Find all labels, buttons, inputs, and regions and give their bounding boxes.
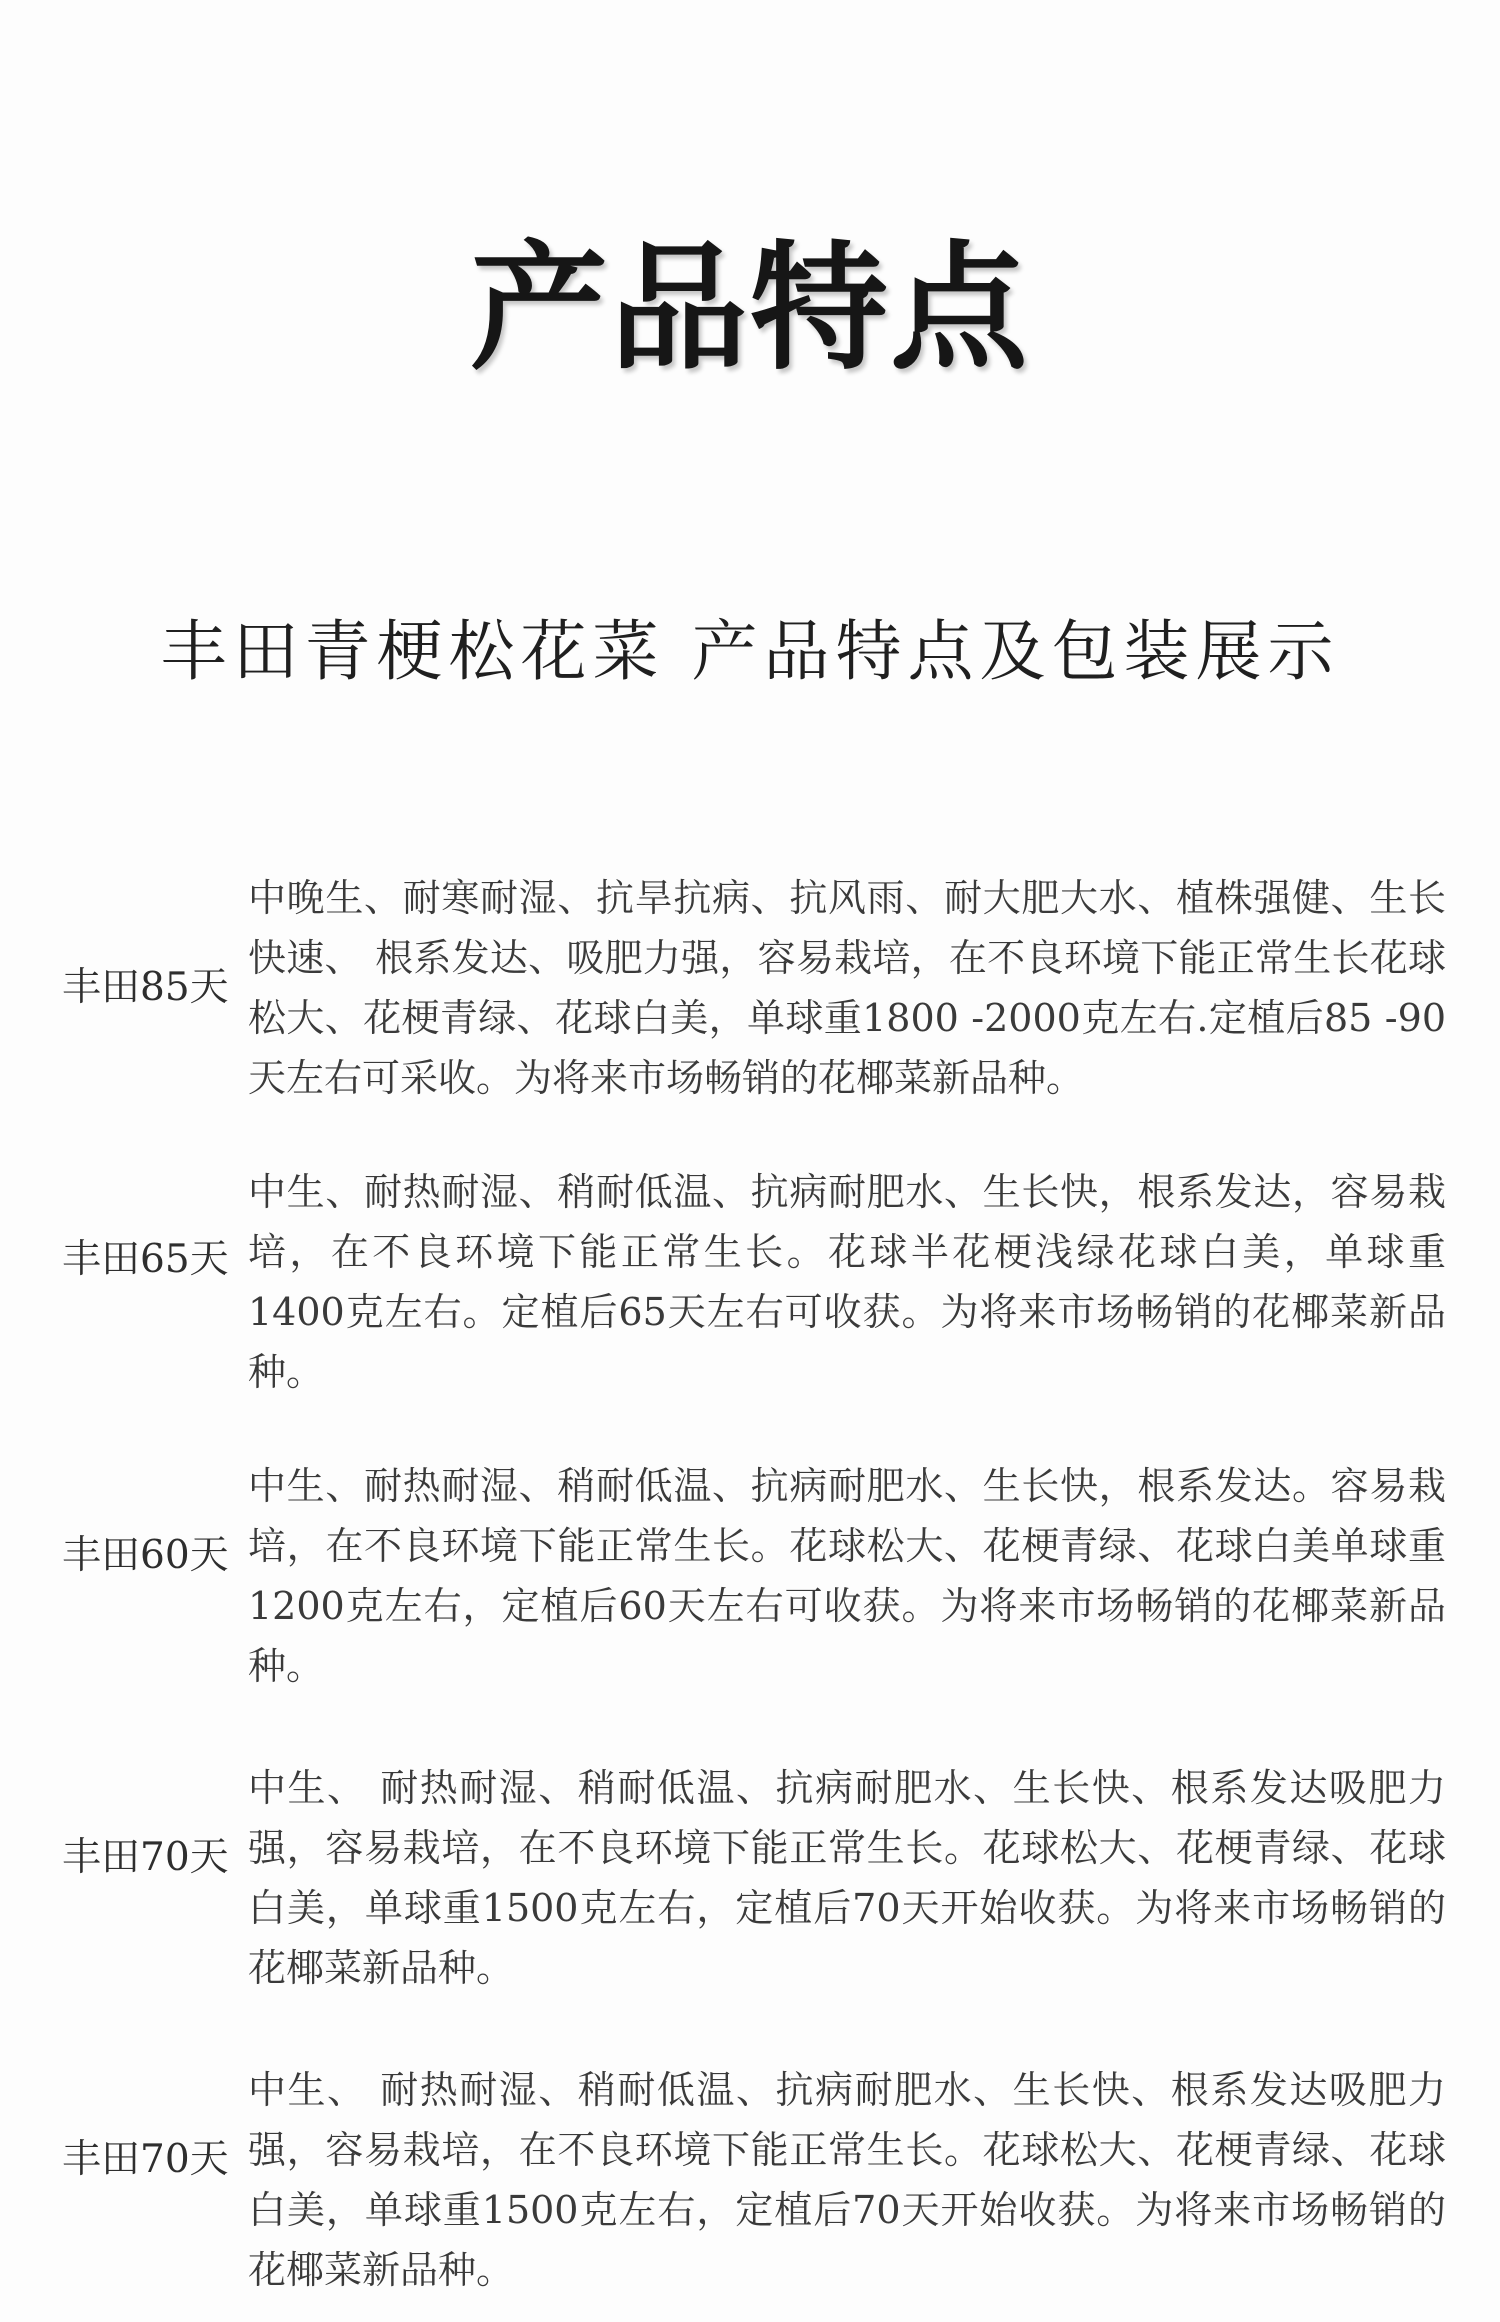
variety-description: 中生、耐热耐湿、稍耐低温、抗病耐肥水、生长快，根系发达。容易栽培，在不良环境下能正常生长。花球松大、花梗青绿、花球白美单球重1200克左右，定植后60天左右可收获。为将来市场畅销的花椰菜新品种。 (248, 1464, 1446, 1688)
variety-item-70 (0, 1758, 1500, 1998)
variety-item-65 (0, 1162, 1500, 1402)
page-subtitle: 丰田青梗松花菜 产品特点及包装展示 (160, 613, 1340, 690)
variety-description: 中晚生、耐寒耐湿、抗旱抗病、抗风雨、耐大肥大水、植株强健、生长快速、 根系发达、吸肥力强，容易栽培，在不良环境下能正常生长花球松大、花梗青绿、花球白美，单球重1800 -2000克左右.定植后85 -90天左右可采收。为将来市场畅销的花椰菜新品种。 (248, 876, 1446, 1100)
variety-description: 中生、耐热耐湿、稍耐低温、抗病耐肥水、生长快，根系发达，容易栽培，在不良环境下能正常生长。花球半花梗浅绿花球白美，单球重1400克左右。定植后65天左右可收获。为将来市场畅销的花椰菜新品种。 (248, 1170, 1446, 1394)
variety-label: 丰田70天 (62, 2137, 229, 2182)
variety-label: 丰田60天 (62, 1533, 229, 1578)
variety-label: 丰田85天 (62, 965, 229, 1010)
variety-description: 中生、 耐热耐湿、稍耐低温、抗病耐肥水、生长快、根系发达吸肥力强，容易栽培，在不良环境下能正常生长。花球松大、花梗青绿、花球白美，单球重1500克左右，定植后70天开始收获。为将来市场畅销的花椰菜新品种。 (248, 2068, 1446, 2292)
variety-label: 丰田70天 (62, 1835, 229, 1880)
page-title: 产品特点 (469, 226, 1030, 389)
variety-item-60 (0, 1456, 1500, 1696)
variety-label: 丰田65天 (62, 1237, 229, 1282)
variety-description: 中生、 耐热耐湿、稍耐低温、抗病耐肥水、生长快、根系发达吸肥力强，容易栽培，在不良环境下能正常生长。花球松大、花梗青绿、花球白美，单球重1500克左右，定植后70天开始收获。为将来市场畅销的花椰菜新品种。 (248, 1766, 1446, 1990)
variety-item-85 (0, 868, 1500, 1108)
variety-item-70-second (0, 2060, 1500, 2300)
